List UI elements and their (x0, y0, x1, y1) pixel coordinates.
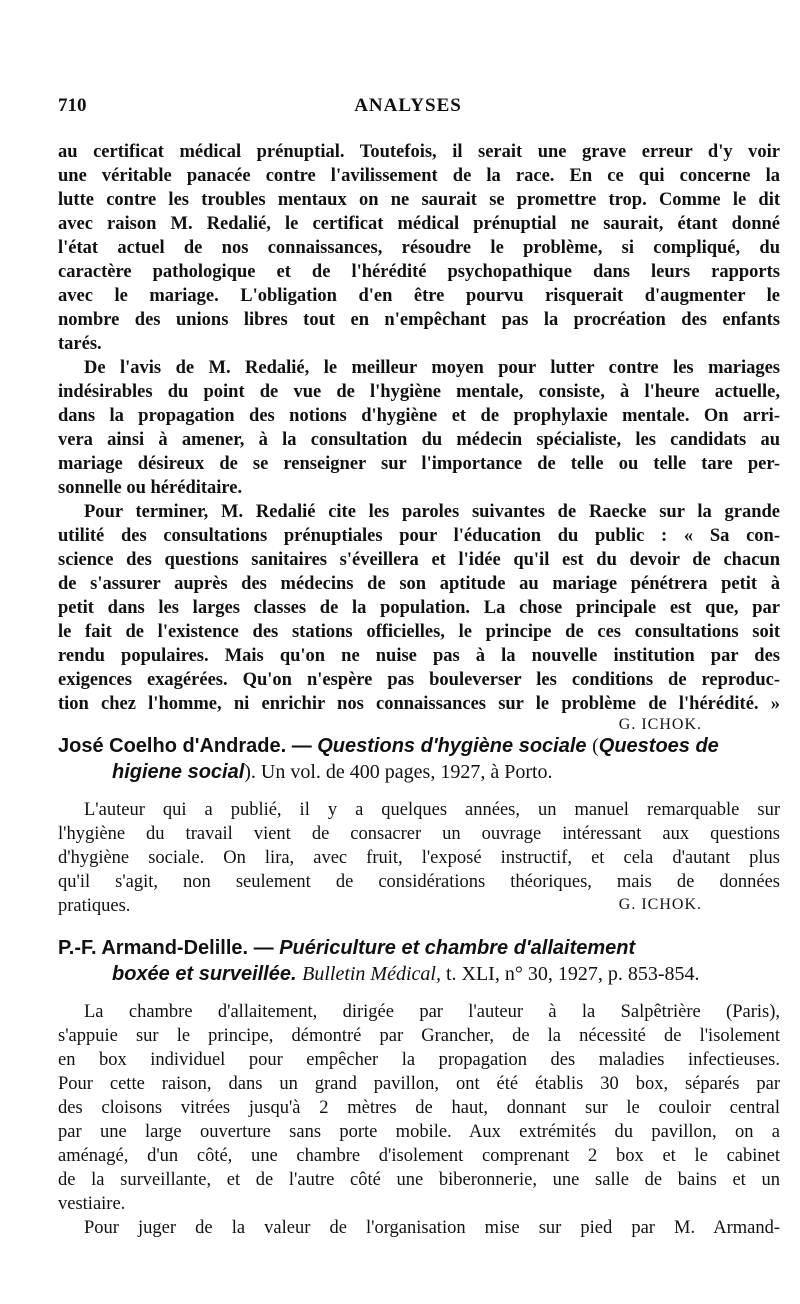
work-title-end: boxée et surveillée. (112, 963, 297, 985)
title-dash: — (291, 735, 312, 757)
text-line: La chambre d'allaitement, dirigée par l'auteur à la Salpêtrière (Paris), (84, 1002, 780, 1022)
text-line: par une large ouverture sans porte mobile. Aux extrémités du pavillon, on a (58, 1122, 780, 1142)
review-title-line2 (112, 758, 553, 786)
original-title: Questoes de (598, 735, 719, 757)
text-line: dans la propagation des notions d'hygiène et de prophylaxie mentale. On arri- (58, 406, 780, 426)
text-line: une véritable panacée contre l'avilissement de la race. En ce qui concerne la (58, 166, 780, 186)
work-title: Questions d'hygiène sociale (317, 735, 587, 757)
text-line: Pour terminer, M. Redalié cite les paroles suivantes de Raecke sur la grande (84, 502, 780, 522)
text-line: indésirables du point de vue de l'hygiène mentale, consiste, à l'heure actuelle, (58, 382, 780, 402)
text-line: vestiaire. (58, 1194, 126, 1214)
paren-open: ( (592, 735, 599, 757)
text-line: l'état actuel de nos connaissances, résoudre le problème, si compliqué, du (58, 238, 780, 258)
review-title (58, 934, 635, 962)
work-title: Puériculture et chambre d'allaitement (279, 937, 636, 959)
text-line: tion chez l'homme, ni enrichir nos connaissances sur le problème de l'hérédité. » (58, 694, 780, 714)
text-line: avec raison M. Redalié, le certificat médical prénuptial ne saurait, étant donné (58, 214, 780, 234)
text-line: d'hygiène sociale. On lira, avec fruit, l'exposé instructif, et cela d'autant plus (58, 848, 780, 868)
text-line: au certificat médical prénuptial. Toutefois, il serait une grave erreur d'y voir (58, 142, 780, 162)
author-name: P.-F. Armand-Delille. (58, 937, 249, 959)
text-line: qu'il s'agit, non seulement de considérations théoriques, mais de données (58, 872, 780, 892)
text-line: aménagé, d'un côté, une chambre d'isolement comprenant 2 box et le cabinet (58, 1146, 780, 1166)
journal-name: Bulletin Médical, (302, 963, 441, 985)
text-line: science des questions sanitaires s'éveillera et l'idée qu'il est du devoir de chacun (58, 550, 780, 570)
page-number: 710 (58, 95, 87, 116)
title-dash: — (253, 937, 274, 959)
signature: G. ICHOK. (618, 716, 702, 733)
running-title: ANALYSES (354, 95, 462, 116)
author-name: José Coelho d'Andrade. (58, 735, 287, 757)
page-header (58, 95, 758, 121)
original-title-end: higiene social (112, 761, 245, 783)
text-line: exigences exagérées. Qu'on n'espère pas bouleverser les conditions de reproduc- (58, 670, 780, 690)
text-line: l'hygiène du travail vient de consacrer un ouvrage intéressant aux questions (58, 824, 780, 844)
text-line: s'appuie sur le principe, démontré par Grancher, de la nécessité de l'isolement (58, 1026, 780, 1046)
publication-info: ). Un vol. de 400 pages, 1927, à Porto. (244, 761, 553, 783)
text-line: utilité des consultations prénuptiales pour l'éducation du public : « Sa con- (58, 526, 780, 546)
text-line: en box individuel pour empêcher la propagation des maladies infectieuses. (58, 1050, 780, 1070)
text-line: pratiques. (58, 896, 131, 916)
text-line: caractère pathologique et de l'hérédité psychopathique dans leurs rapports (58, 262, 780, 282)
review-title-line2 (112, 960, 700, 988)
text-line: de s'assurer auprès des médecins de son aptitude au mariage pénétrera petit à (58, 574, 780, 594)
text-line: petit dans les larges classes de la population. La chose principale est que, par (58, 598, 780, 618)
text-line: le fait de l'existence des stations officielles, le principe de ces consultations soit (58, 622, 780, 642)
text-line: mariage désireux de se renseigner sur l'importance de telle ou telle tare per- (58, 454, 780, 474)
text-line: Pour cette raison, dans un grand pavillon, ont été établis 30 box, séparés par (58, 1074, 780, 1094)
text-line: L'auteur qui a publié, il y a quelques années, un manuel remarquable sur (84, 800, 780, 820)
text-line: rendu populaires. Mais qu'on ne nuise pas à la nouvelle institution par des (58, 646, 780, 666)
review-title (58, 732, 719, 760)
text-line: nombre des unions libres tout en n'empêchant pas la procréation des enfants (58, 310, 780, 330)
text-line: lutte contre les troubles mentaux on ne saurait se promettre trop. Comme le dit (58, 190, 780, 210)
text-line: Pour juger de la valeur de l'organisation mise sur pied par M. Armand- (84, 1218, 780, 1238)
text-line: vera ainsi à amener, à la consultation du médecin spécialiste, les candidats au (58, 430, 780, 450)
signature: G. ICHOK. (618, 896, 702, 913)
text-line: sonnelle ou héréditaire. (58, 478, 243, 498)
text-line: de la surveillante, et de l'autre côté une biberonnerie, une salle de bains et un (58, 1170, 780, 1190)
text-line: De l'avis de M. Redalié, le meilleur moyen pour lutter contre les mariages (84, 358, 780, 378)
text-line: avec le mariage. L'obligation d'en être pourvu risquerait d'augmenter le (58, 286, 780, 306)
text-line: tarés. (58, 334, 102, 354)
citation: t. XLI, n° 30, 1927, p. 853-854. (445, 963, 700, 985)
text-line: des cloisons vitrées jusqu'à 2 mètres de haut, donnant sur le couloir central (58, 1098, 780, 1118)
